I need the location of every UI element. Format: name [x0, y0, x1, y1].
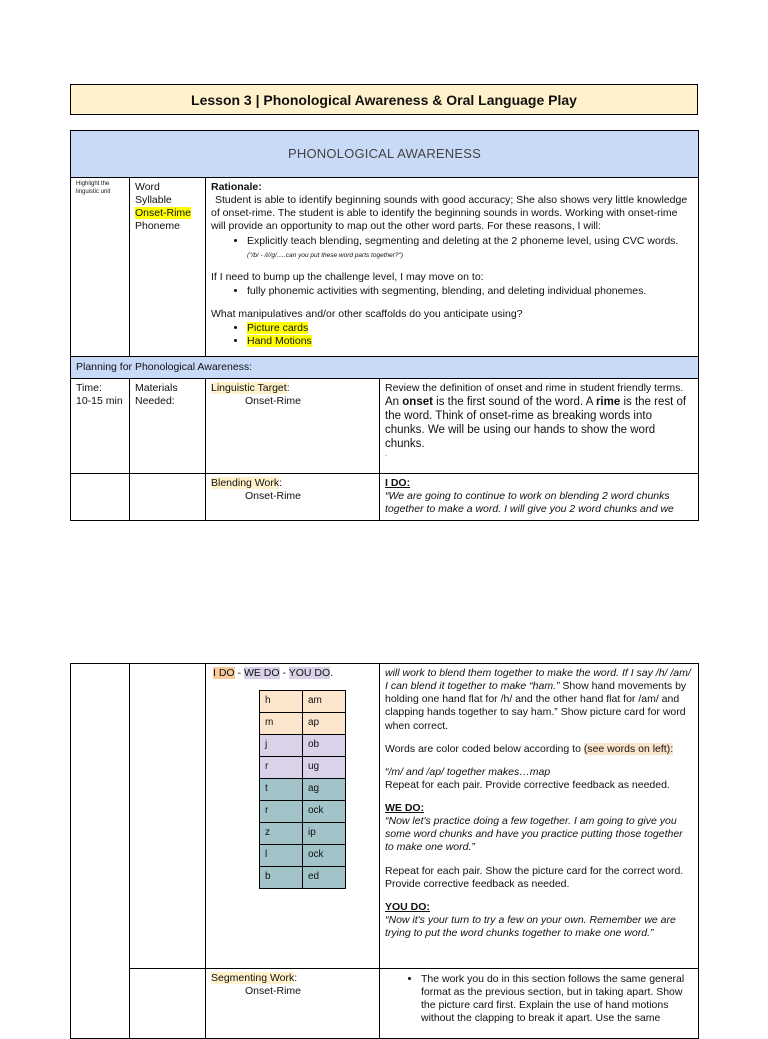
phonological-awareness-table [70, 130, 699, 521]
rime-cell: ap [303, 713, 346, 735]
manip-picture-cards: Picture cards [247, 322, 309, 335]
unit-phoneme: Phoneme [135, 220, 180, 233]
wedo-quote: “Now let's practice doing a few together. I am going to give you some word chunks and have you practice putting those together to make one word.” [385, 815, 683, 854]
segmenting-label: Segmenting Work [211, 972, 295, 984]
wedo-tag: WE DO [243, 667, 280, 679]
empty-cell [71, 664, 130, 1039]
ido-quote: “We are going to continue to work on blending 2 word chunks together to make a word. I will give you 2 word chunks and we [385, 490, 674, 516]
segmenting-value: Onset-Rime [245, 985, 302, 998]
instruction-cell [380, 664, 699, 969]
onset-cell: r [260, 757, 303, 779]
target-desc-2: An onset is the first sound of the word. A rime is the rest of the word. Think of onset-rime as breaking words into chunks. We will be using our hands to show the word chunks. [385, 396, 687, 451]
blending-cell: Blending Work: Onset-Rime [206, 474, 380, 521]
unit-label: Highlight the linguistic unit [71, 178, 130, 357]
bump-text: If I need to bump up the challenge level, I may move on to: [211, 270, 484, 283]
onset-term: onset [402, 396, 433, 409]
onset-cell: l [260, 845, 303, 867]
unit-onset-rime: Onset-Rime [135, 207, 192, 220]
planning-label: Planning for Phonological Awareness: [71, 357, 699, 379]
rationale-bullet-note: ("/b/ - /i//g/.....can you put these word parts together?") [247, 251, 403, 259]
manip-hand-motions: Hand Motions [247, 335, 312, 348]
onset-cell: b [260, 867, 303, 889]
word-chunk-row [260, 691, 346, 713]
empty-cell [130, 474, 206, 521]
onset-cell: h [260, 691, 303, 713]
ido-tag: I DO [213, 667, 235, 679]
segmenting-bullet: • The work you do in this section follows the same general format as the previous section, but in taking apart. Show the picture card first. Explain the use of hand motions without the clapping to break it apart. Use the same [421, 973, 693, 1026]
repeat-2: Repeat for each pair. Show the picture card for the correct word. Provide corrective feedback as needed. [385, 864, 684, 890]
example-quote: “/m/ and /ap/ together makes…map [385, 765, 551, 778]
blending-label: Blending Work [211, 477, 280, 489]
linguistic-target-label: Linguistic Target [211, 382, 287, 394]
rationale-text: Student is able to identify beginning sounds with good accuracy; She also shows very little knowledge of onset-rime. The student is able to identify the beginning sounds in words. Working with onset-rime will provide an opportunity to map out the other word parts. For these reasons, I will: [211, 194, 688, 233]
materials-label: Materials Needed: [130, 379, 206, 474]
repeat-1: Repeat for each pair. Provide corrective feedback as needed. [385, 778, 670, 791]
color-coded-text: Words are color coded below according to [385, 742, 584, 755]
rime-cell: ock [303, 845, 346, 867]
onset-cell: z [260, 823, 303, 845]
wedo-label: WE DO: [385, 802, 425, 814]
segmenting-cell: Segmenting Work: Onset-Rime [206, 969, 380, 1039]
linguistic-target-value: Onset-Rime [245, 395, 302, 408]
time-label: Time: [76, 382, 102, 394]
word-chunk-row [260, 735, 346, 757]
youdo-tag: YOU DO [288, 667, 331, 679]
lesson-title: Lesson 3 | Phonological Awareness & Oral Language Play [70, 84, 698, 115]
rationale-cell: Rationale: Student is able to identify beginning sounds with good accuracy; She also shows very little knowledge of onset-rime. The student is able to identify the beginning sounds in words. Working with onset-rime will provide an opportunity to map out the other word parts. For these reasons, I will: • Explicitly teach blending, segmenting and deleting at the 2 phoneme level, using CVC words. ("/b/ - /i//g/.....can you put these word parts together?") If I need to bump up the challenge level, I may move on to: • fully phonemic activities with segmenting, blending, and deleting individual phonemes. What manipulatives and/or other scaffolds do you anticipate using? • Picture cards • Hand Motions [206, 178, 699, 357]
empty-cell [130, 664, 206, 969]
word-chunk-row [260, 713, 346, 735]
rime-cell: ed [303, 867, 346, 889]
ido-continued-plain: Show hand movements by holding one hand flat for /h/ and the other hand flat for /am/ and clapping hands together to say ham.” Show picture card for word when correct. [385, 680, 687, 732]
word-chunk-row [260, 757, 346, 779]
empty-cell [130, 969, 206, 1039]
youdo-quote: “Now it's your turn to try a few on your own. Remember we are trying to put the word chunks together to make one word.” [385, 913, 676, 939]
rime-cell: ock [303, 801, 346, 823]
rime-cell: ug [303, 757, 346, 779]
word-chunk-row [260, 845, 346, 867]
bump-bullet: • fully phonemic activities with segmenting, blending, and deleting individual phonemes. [247, 285, 693, 298]
rime-cell: am [303, 691, 346, 713]
word-chunk-row [260, 867, 346, 889]
rime-term: rime [595, 396, 621, 409]
time-cell [71, 379, 130, 474]
rationale-bullet-1: Explicitly teach blending, segmenting and deleting at the 2 phoneme level, using CVC words. [247, 234, 679, 247]
target-description [380, 379, 699, 474]
segmenting-instructions [380, 969, 699, 1039]
time-value: 10-15 min [76, 395, 123, 408]
onset-cell: r [260, 801, 303, 823]
section-header: PHONOLOGICAL AWARENESS [71, 131, 699, 178]
word-chunks-table [259, 690, 346, 889]
rime-cell: ag [303, 779, 346, 801]
onset-cell: t [260, 779, 303, 801]
word-chunk-row [260, 779, 346, 801]
color-coded-note: (see words on left): [583, 742, 674, 755]
onset-cell: m [260, 713, 303, 735]
target-desc-1: Review the definition of onset and rime in student friendly terms. [385, 382, 684, 394]
linguistic-target-cell: Linguistic Target: Onset-Rime [206, 379, 380, 474]
youdo-label: YOU DO: [385, 900, 430, 913]
ido-label: I DO: [385, 477, 411, 489]
blending-value: Onset-Rime [245, 490, 302, 503]
empty-cell [71, 474, 130, 521]
unit-syllable: Syllable [135, 194, 172, 207]
ido-cell [380, 474, 699, 521]
target-desc-dot: . [385, 451, 387, 459]
unit-word: Word [135, 181, 160, 193]
linguistic-units [130, 178, 206, 357]
word-chunk-row [260, 801, 346, 823]
ido-continued: will work to blend them together to make the word. If I say /h/ /am/ I can blend it together to make “ham.” [385, 667, 691, 693]
manipulatives-question: What manipulatives and/or other scaffolds do you anticipate using? [211, 308, 523, 320]
onset-cell: j [260, 735, 303, 757]
rime-cell: ob [303, 735, 346, 757]
word-chunk-row [260, 823, 346, 845]
phonological-awareness-table-continued [70, 663, 699, 1039]
gradual-release-cell: I DO - WE DO - YOU DO. h am m ap j ob r ug t ag r ock z ip l ock b ed [206, 664, 380, 969]
rime-cell: ip [303, 823, 346, 845]
rationale-label: Rationale [211, 181, 259, 193]
